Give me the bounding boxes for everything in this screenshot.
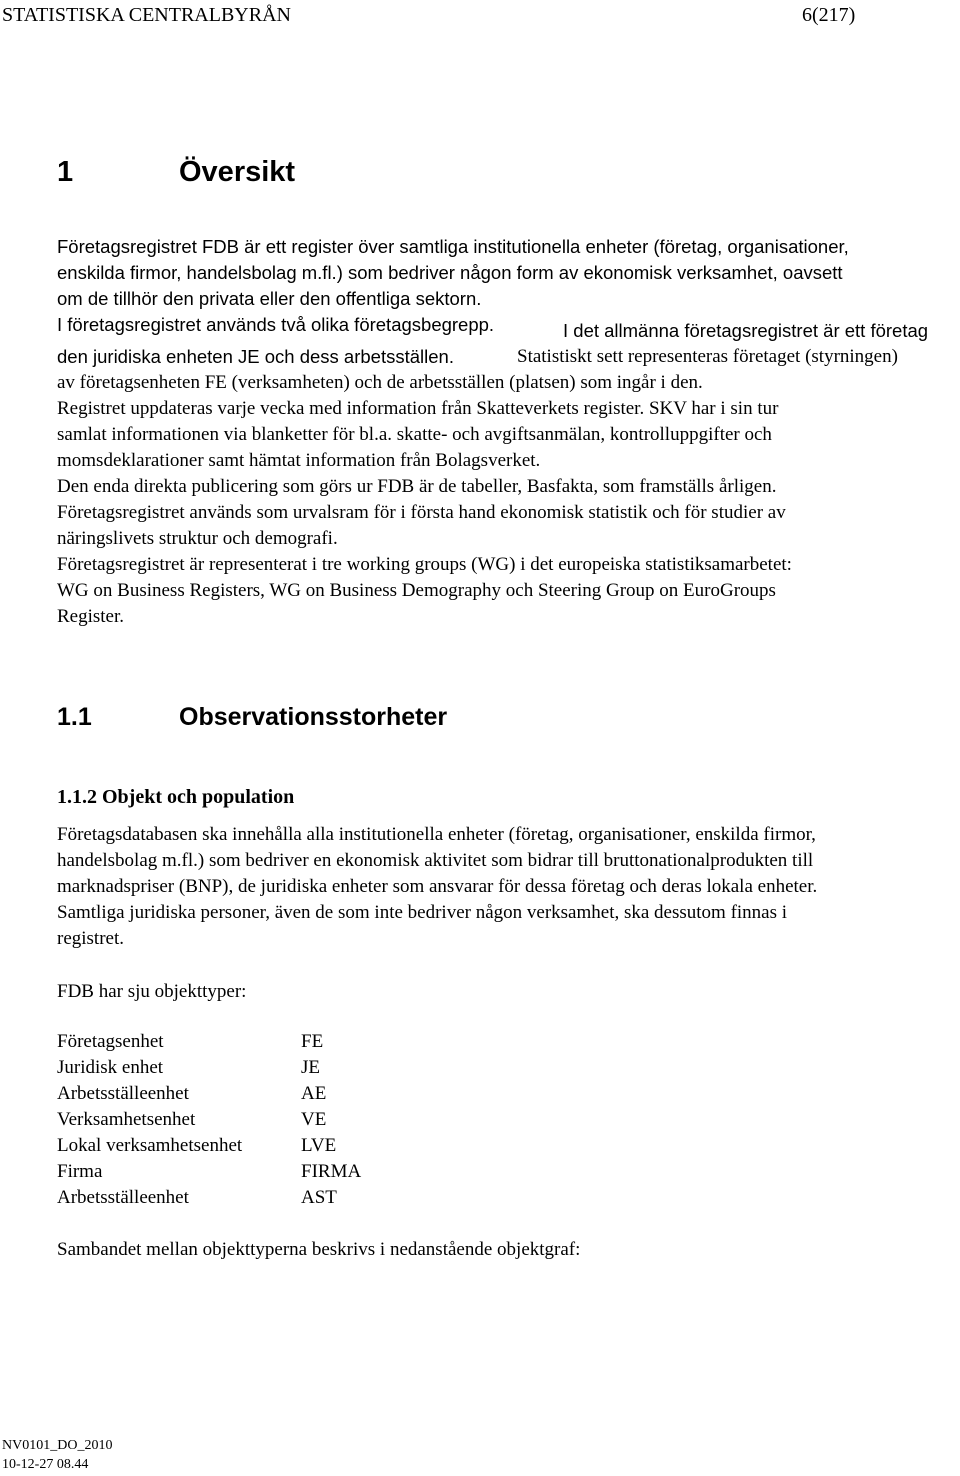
objtype-code: LVE — [301, 1135, 337, 1156]
objtype-name: Firma — [57, 1161, 103, 1182]
text-line: marknadspriser (BNP), de juridiska enheter som ansvarar för dessa företag och deras lokala enheter. — [57, 876, 818, 897]
objtype-row — [57, 1159, 361, 1185]
objtype-row — [57, 1185, 337, 1211]
section-heading-1-1-2: 1.1.2 Objekt och population — [57, 786, 295, 808]
objtype-code: JE — [301, 1057, 320, 1078]
text-line: WG on Business Registers, WG on Business Demography och Steering Group on EuroGroups — [57, 580, 776, 601]
text-line: momsdeklarationer samt hämtat information från Bolagsverket. — [57, 450, 541, 471]
objtype-name: Arbetsställeenhet — [57, 1187, 189, 1208]
objtype-code: FE — [301, 1031, 324, 1052]
page-number: 6(217) — [802, 4, 856, 26]
text-line: om de tillhör den privata eller den offentliga sektorn. — [57, 288, 482, 309]
header-organization: STATISTISKA CENTRALBYRÅN — [2, 4, 291, 26]
overview-paragraph-2-line2 — [57, 344, 454, 370]
objtype-code: AST — [301, 1187, 337, 1208]
overview-paragraph-2-start — [563, 318, 928, 344]
section-number: 1.1 — [57, 703, 92, 731]
objtype-name: Verksamhetsenhet — [57, 1109, 196, 1130]
text-line: enskilda firmor, handelsbolag m.fl.) som bedriver någon form av ekonomisk verksamhet, oavsett — [57, 262, 843, 283]
section-title: Observationsstorheter — [179, 703, 448, 731]
text-line: registret. — [57, 928, 125, 949]
objtype-name: Företagsenhet — [57, 1031, 164, 1052]
text-line: Samtliga juridiska personer, även de som inte bedriver någon verksamhet, ska dessutom finnas i — [57, 902, 788, 923]
text-line: Registret uppdateras varje vecka med information från Skatteverkets register. SKV har i sin tur — [57, 398, 779, 419]
text-line: samlat informationen via blanketter för bl.a. skatte- och avgiftsanmälan, kontrolluppgifter och — [57, 424, 772, 445]
objtype-row — [57, 1055, 320, 1081]
objtype-row — [57, 1081, 326, 1107]
population-paragraph — [57, 822, 817, 952]
text-line: Företagsregistret används som urvalsram för i första hand ekonomisk statistik och för studier av — [57, 502, 786, 523]
overview-paragraph-2-line2b — [517, 344, 898, 370]
text-line: handelsbolag m.fl.) som bedriver en ekonomisk aktivitet som bidrar till bruttonationalprodukten till — [57, 850, 814, 871]
objtype-name: Arbetsställeenhet — [57, 1083, 189, 1104]
objtype-code: AE — [301, 1083, 327, 1104]
objtype-row — [57, 1029, 323, 1055]
section-number: 1 — [57, 156, 74, 188]
objtype-row — [57, 1133, 336, 1159]
objtypes-intro: FDB har sju objekttyper: — [57, 981, 247, 1002]
text-line: Företagsregistret FDB är ett register över samtliga institutionella enheter (företag, organisationer, — [57, 236, 849, 257]
text-line: I det allmänna företagsregistret är ett företag — [563, 320, 929, 341]
text-line: Register. — [57, 606, 125, 627]
text-line: Den enda direkta publicering som görs ur FDB är de tabeller, Basfakta, som framställs årligen. — [57, 476, 777, 497]
text-line: av företagsenheten FE (verksamheten) och de arbetsställen (platsen) som ingår i den. — [57, 372, 703, 393]
text-line: Företagsdatabasen ska innehålla alla institutionella enheter (företag, organisationer, enskilda firmor, — [57, 824, 816, 845]
objtype-name: Lokal verksamhetsenhet — [57, 1135, 243, 1156]
text-line: Företagsregistret är representerat i tre working groups (WG) i det europeiska statistiksamarbetet: — [57, 554, 792, 575]
objtype-name: Juridisk enhet — [57, 1057, 164, 1078]
objtype-code: FIRMA — [301, 1161, 362, 1182]
text-line: I företagsregistret används två olika företagsbegrepp. — [57, 314, 495, 335]
text-line: den juridiska enheten JE och dess arbetsställen. — [57, 346, 454, 367]
overview-paragraph-2-rest — [57, 370, 792, 630]
footer-date: 10-12-27 08.44 — [2, 1457, 89, 1472]
footer-document-code: NV0101_DO_2010 — [2, 1438, 113, 1453]
section-title: Översikt — [179, 156, 296, 188]
section-heading-1 — [57, 156, 295, 189]
section-heading-1-1 — [57, 703, 447, 732]
objtype-code: VE — [301, 1109, 327, 1130]
text-line: näringslivets struktur och demografi. — [57, 528, 338, 549]
objgraph-intro: Sambandet mellan objekttyperna beskrivs i nedanstående objektgraf: — [57, 1239, 581, 1260]
objtype-row — [57, 1107, 326, 1133]
text-line: Statistiskt sett representeras företaget (styrningen) — [517, 346, 898, 367]
